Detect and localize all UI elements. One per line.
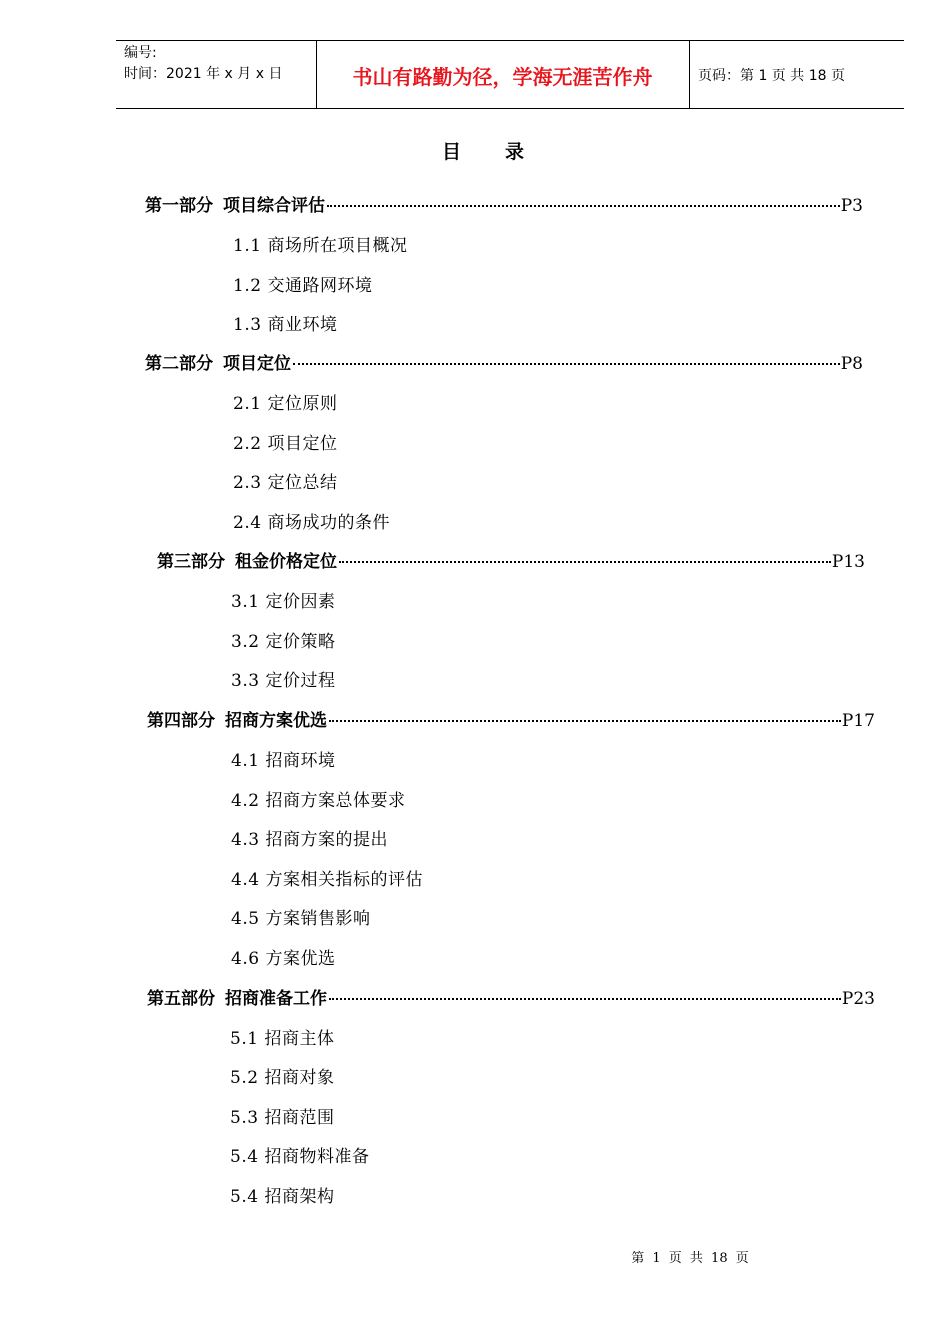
part-page-number: P23 <box>841 989 875 1009</box>
toc-item-4-5[interactable]: 4.5 方案销售影响 <box>231 909 371 929</box>
page-header <box>116 40 904 109</box>
toc-part-3[interactable] <box>157 547 865 571</box>
part-page-number: P17 <box>841 711 875 731</box>
part-page-number: P8 <box>840 354 863 374</box>
part-label: 第一部分 <box>145 196 213 216</box>
toc-part-1[interactable] <box>145 191 863 215</box>
toc-part-4[interactable] <box>147 706 875 730</box>
page-footer: 第 1 页 共 18 页 <box>631 1251 749 1266</box>
toc-part-2[interactable] <box>145 349 863 373</box>
toc-item-4-6[interactable]: 4.6 方案优选 <box>231 949 336 969</box>
leader-dots <box>339 561 831 563</box>
part-page-number: P3 <box>840 196 863 216</box>
toc-item-5-5[interactable]: 5.4 招商架构 <box>230 1187 335 1207</box>
toc-item-3-2[interactable]: 3.2 定价策略 <box>231 632 336 652</box>
toc-item-4-1[interactable]: 4.1 招商环境 <box>231 751 336 771</box>
header-motto: 书山有路勤为径，学海无涯苦作舟 <box>352 65 653 89</box>
toc-item-4-4[interactable]: 4.4 方案相关指标的评估 <box>231 870 423 890</box>
toc-part-5[interactable] <box>147 984 875 1008</box>
toc-item-5-1[interactable]: 5.1 招商主体 <box>230 1029 335 1049</box>
part-title: 项目定位 <box>223 354 291 374</box>
toc-item-1-2[interactable]: 1.2 交通路网环境 <box>233 276 373 296</box>
part-label: 第三部分 <box>157 552 225 572</box>
toc-item-5-4[interactable]: 5.4 招商物料准备 <box>230 1147 370 1167</box>
toc-item-4-3[interactable]: 4.3 招商方案的提出 <box>231 830 388 850</box>
part-page-number: P13 <box>831 552 865 572</box>
document-date: 时间：2021 年 x 月 x 日 <box>124 66 283 82</box>
leader-dots <box>329 998 841 1000</box>
document-number-label: 编号: <box>124 45 157 61</box>
toc-title: 目录 <box>441 141 568 163</box>
toc-item-3-1[interactable]: 3.1 定价因素 <box>231 592 336 612</box>
toc-item-5-2[interactable]: 5.2 招商对象 <box>230 1068 335 1088</box>
part-title: 招商准备工作 <box>225 989 327 1009</box>
leader-dots <box>327 205 840 207</box>
leader-dots <box>293 363 840 365</box>
part-label: 第二部分 <box>145 354 213 374</box>
toc-item-2-1[interactable]: 2.1 定位原则 <box>233 394 338 414</box>
toc-item-2-4[interactable]: 2.4 商场成功的条件 <box>233 513 390 533</box>
toc-item-5-3[interactable]: 5.3 招商范围 <box>230 1108 335 1128</box>
part-label: 第四部分 <box>147 711 215 731</box>
toc-item-1-3[interactable]: 1.3 商业环境 <box>233 315 338 335</box>
toc-item-3-3[interactable]: 3.3 定价过程 <box>231 671 336 691</box>
header-meta <box>124 43 282 85</box>
part-title: 项目综合评估 <box>223 196 325 216</box>
header-divider <box>689 41 690 108</box>
toc-item-1-1[interactable]: 1.1 商场所在项目概况 <box>233 236 408 256</box>
toc-item-2-2[interactable]: 2.2 项目定位 <box>233 434 338 454</box>
leader-dots <box>329 720 841 722</box>
part-title: 招商方案优选 <box>225 711 327 731</box>
part-title: 租金价格定位 <box>235 552 337 572</box>
part-label: 第五部份 <box>147 989 215 1009</box>
toc-item-4-2[interactable]: 4.2 招商方案总体要求 <box>231 791 406 811</box>
header-page-info: 页码：第 1 页 共 18 页 <box>698 68 845 84</box>
toc-item-2-3[interactable]: 2.3 定位总结 <box>233 473 338 493</box>
